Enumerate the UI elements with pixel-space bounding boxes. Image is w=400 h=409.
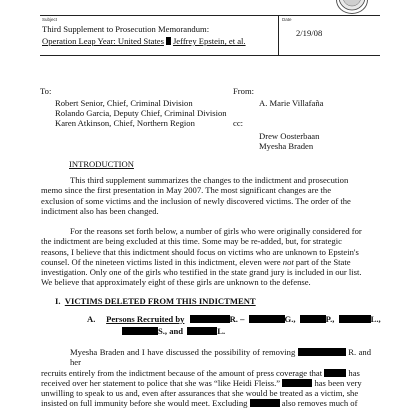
- header-top-rule: [40, 15, 380, 16]
- subject-label: Subject: [42, 17, 58, 22]
- cc-label: cc:: [233, 118, 244, 128]
- redaction-bar: [339, 315, 371, 323]
- intro-p1-line: exclusion of some victims and the inclusion of newly discovered victims. The order of the: [41, 195, 351, 206]
- redaction-bar: [187, 327, 217, 335]
- header-divider: [278, 15, 279, 55]
- victim-initial-g: G.,: [284, 314, 296, 324]
- body-line: unwilling to speak to us and, even after assurances that she would be treated as a victim, she: [41, 388, 359, 399]
- redaction-bar: [282, 379, 312, 387]
- subject-defendant: Jeffrey Epstein, et al.: [172, 36, 246, 46]
- body-line: [41, 398, 371, 408]
- from-label: From:: [233, 86, 255, 96]
- subject-case-name: Operation Leap Year: United States: [42, 36, 164, 46]
- victim-initial-l2: L.: [217, 326, 226, 336]
- victim-initial-l: L.,: [370, 314, 381, 324]
- intro-p1-line: memo since the first presentation in May 2007. The most significant changes are the: [41, 185, 332, 196]
- intro-p2-line: reasons, I believe that this indictment should focus on victims who are unknown to Epstein's: [41, 246, 359, 257]
- section-title: VICTIMS DELETED FROM THIS INDICTMENT: [64, 296, 256, 306]
- date-label: Date: [282, 17, 292, 22]
- redaction-bar: [250, 399, 280, 407]
- from-name: A. Marie Villafaña: [259, 98, 324, 108]
- body-text: received over her statement to police that she was “like Heidi Fleiss.”: [41, 377, 281, 388]
- intro-p1-line: This third supplement summarizes the changes to the indictment and prosecution: [70, 175, 349, 185]
- victim-initial-r: R. –: [229, 314, 245, 324]
- body-text: has: [348, 367, 360, 378]
- subject-line-2: [42, 36, 246, 46]
- intro-paragraph-2: [41, 226, 367, 288]
- to-recipient-2: Rolando Garcia, Deputy Chief, Criminal Division: [55, 108, 227, 118]
- intro-p2-line: the indictment are being excluded at this time. Some may be re-added, but, for strategic: [41, 236, 342, 247]
- to-recipient-3: Karen Atkinson, Chief, Northern Region: [55, 118, 195, 128]
- redaction-bar: [166, 37, 171, 45]
- emphasis-not: not: [282, 256, 294, 267]
- subsection-letter: A.: [87, 314, 96, 324]
- body-text: insisted on full immunity before she would meet. Excluding: [41, 398, 248, 409]
- redaction-bar: [324, 369, 346, 377]
- intro-paragraph-1: [41, 175, 367, 216]
- redaction-bar: [122, 327, 158, 335]
- intro-p2-tail: part of the State: [293, 256, 351, 267]
- cc-recipient-1: Drew Oosterbaan: [259, 131, 320, 141]
- section-number: I.: [55, 296, 61, 306]
- intro-heading: [69, 159, 134, 169]
- subject-line-1: Third Supplement to Prosecution Memorandum:: [42, 24, 210, 34]
- to-recipient-1: Robert Senior, Chief, Criminal Division: [55, 98, 193, 108]
- date-value: 2/19/08: [296, 28, 323, 38]
- subsection-heading: [87, 314, 381, 324]
- section-heading: [55, 296, 256, 306]
- intro-p2-line: [41, 257, 367, 267]
- body-text: has been very: [314, 377, 362, 388]
- subsection-heading-cont: [122, 326, 225, 336]
- intro-heading-text: INTRODUCTION: [69, 159, 134, 169]
- body-line: [41, 368, 371, 378]
- body-text: Myesha Braden and I have discussed the possibility of removing: [70, 347, 296, 357]
- victim-initial-p: P.,: [325, 314, 335, 324]
- agency-seal: [336, 0, 368, 14]
- body-line: [41, 378, 371, 388]
- body-text: recruits entirely from the indictment because of the amount of press coverage that: [41, 367, 323, 378]
- redaction-bar: [300, 315, 326, 323]
- body-line: [41, 347, 371, 368]
- redaction-bar: [298, 348, 346, 356]
- intro-p2-line: investigation. Only one of the girls who testified in the state grand jury is included in our list.: [41, 267, 362, 278]
- body-text: also removes much of: [281, 398, 358, 409]
- intro-p2-text: counsel. Of the nineteen victims listed in this indictment, eleven were: [41, 256, 283, 267]
- victim-initial-s: S., and: [158, 326, 184, 336]
- redaction-bar: [190, 315, 230, 323]
- body-text: R. and her: [70, 347, 372, 368]
- intro-p2-line: We believe that approximately eight of these girls are unknown to the defense.: [41, 277, 311, 288]
- redaction-bar: [249, 315, 285, 323]
- intro-p2-line: For the reasons set forth below, a number of girls who were originally considered for: [70, 226, 362, 236]
- subsection-title: Persons Recruited by: [106, 314, 185, 324]
- intro-p1-line: indictment also has been changed.: [41, 205, 159, 216]
- to-label: To:: [40, 86, 52, 96]
- cc-recipient-2: Myesha Braden: [259, 141, 314, 151]
- header-bottom-rule: [40, 55, 380, 56]
